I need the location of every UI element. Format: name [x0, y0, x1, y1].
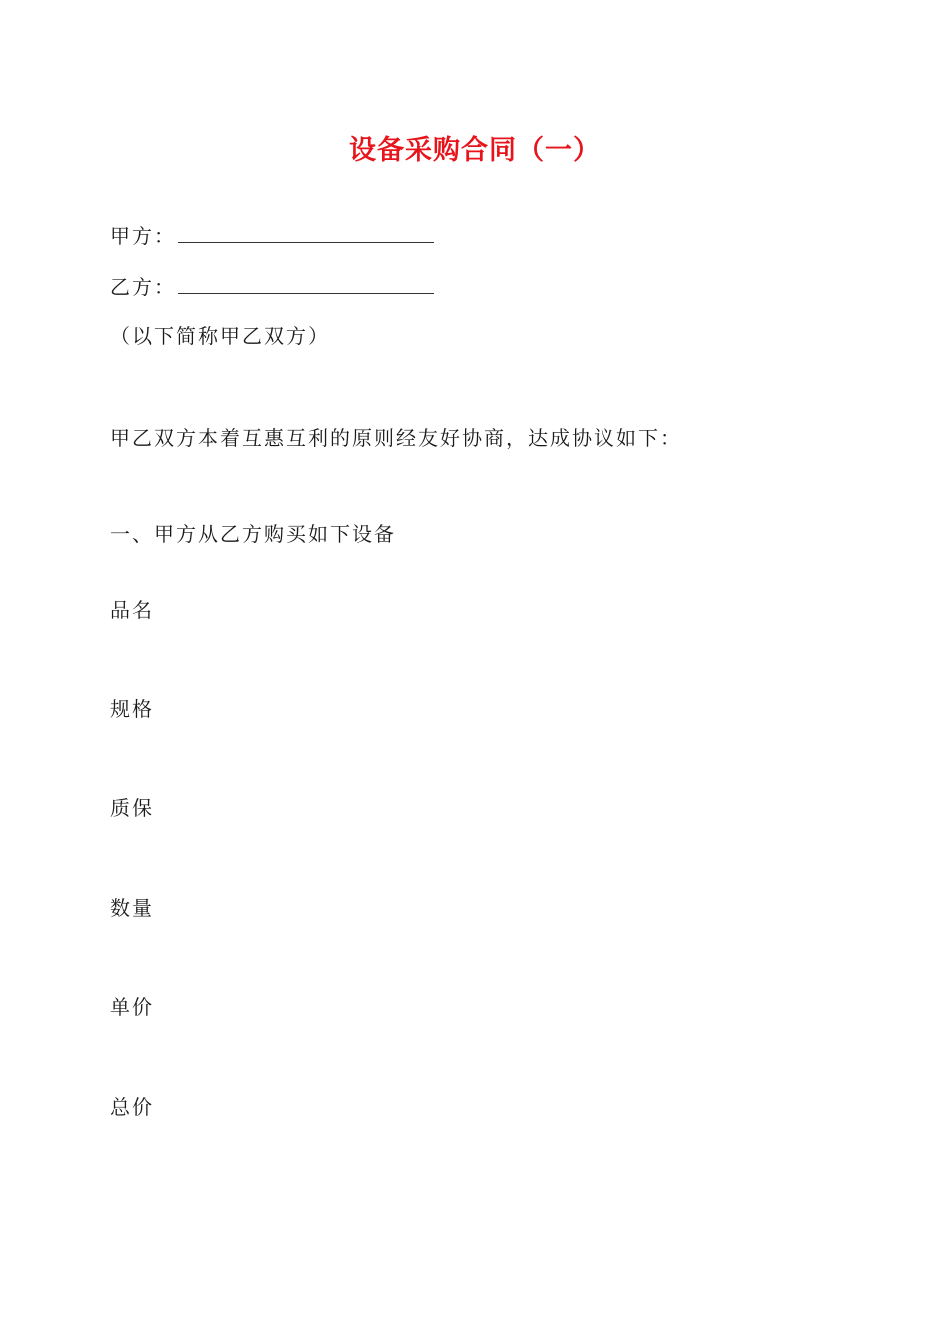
party-b-label: 乙方： [110, 275, 176, 299]
item-warranty-label: 质保 [110, 796, 154, 820]
item-unit-price-label: 单价 [110, 995, 154, 1019]
party-b-row [110, 271, 434, 300]
section-1-heading: 一、甲方从乙方购买如下设备 [110, 522, 396, 546]
item-spec-label: 规格 [110, 697, 154, 721]
party-a-row [110, 220, 434, 249]
abbreviation-note: （以下简称甲乙双方） [110, 324, 330, 348]
document-title: 设备采购合同（一） [349, 135, 601, 166]
intro-paragraph: 甲乙双方本着互惠互利的原则经友好协商，达成协议如下： [110, 426, 682, 450]
party-a-blank-field[interactable] [178, 226, 434, 243]
party-b-blank-field[interactable] [178, 277, 434, 294]
item-total-price-label: 总价 [110, 1095, 154, 1119]
item-quantity-label: 数量 [110, 896, 154, 920]
item-name-label: 品名 [110, 598, 154, 622]
party-a-label: 甲方： [110, 224, 176, 248]
